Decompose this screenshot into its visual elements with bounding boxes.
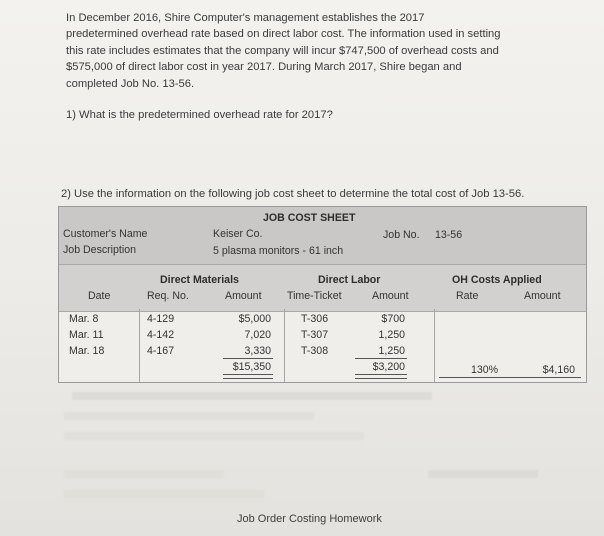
customer-name-value: Keiser Co. [213, 228, 263, 240]
row-labor-amount: 1,250 [378, 329, 405, 341]
question-1: 1) What is the predetermined overhead rate for 2017? [66, 109, 333, 121]
question-2: 2) Use the information on the following job cost sheet to determine the total cost of Job 13-56. [61, 188, 525, 200]
row-materials-amount: 3,330 [244, 345, 271, 357]
intro-line: predetermined overhead rate based on direct labor cost. The information used in setting [66, 28, 501, 41]
bleed-through-text [64, 490, 264, 498]
job-no-label: Job No. [383, 229, 420, 241]
row-req-no: 4-167 [147, 345, 175, 357]
direct-labor-heading: Direct Labor [318, 274, 381, 286]
labor-amount-column-header: Amount [372, 290, 409, 302]
materials-subtotal-rule [223, 358, 273, 359]
materials-amount-column-header: Amount [225, 290, 262, 302]
bleed-through-text [72, 392, 432, 400]
oh-rate-value: 130% [471, 364, 499, 376]
row-labor-amount: $700 [381, 313, 405, 325]
bleed-through-text [64, 432, 364, 440]
row-labor-amount: 1,250 [378, 345, 405, 357]
row-date: Mar. 11 [69, 329, 104, 341]
oh-costs-heading: OH Costs Applied [452, 274, 542, 286]
column-divider [284, 309, 285, 382]
bleed-through-text [428, 470, 538, 478]
row-materials-amount: $5,000 [238, 313, 271, 325]
oh-amount-column-header: Amount [524, 290, 561, 302]
footer-caption: Job Order Costing Homework [237, 513, 382, 525]
oh-amount-total: $4,160 [542, 364, 575, 376]
row-date: Mar. 8 [69, 313, 99, 325]
row-materials-amount: 7,020 [244, 329, 271, 341]
direct-materials-heading: Direct Materials [160, 274, 239, 286]
bleed-through-text [64, 412, 314, 420]
intro-paragraph [66, 10, 566, 92]
job-no-value: 13-56 [435, 229, 463, 241]
customer-name-label: Customer's Name [63, 228, 148, 240]
row-req-no: 4-142 [147, 329, 175, 341]
rate-column-header: Rate [456, 290, 479, 302]
intro-line: $575,000 of direct labor cost in year 2017. During March 2017, Shire began and [66, 61, 462, 74]
column-divider [434, 309, 435, 382]
date-column-header: Date [88, 290, 111, 302]
row-time-ticket: T-308 [301, 345, 329, 357]
intro-line: In December 2016, Shire Computer's management establishes the 2017 [66, 12, 425, 24]
oh-total-rule [439, 377, 581, 378]
column-divider [139, 309, 140, 382]
labor-total-double-rule [355, 374, 407, 379]
job-description-label: Job Description [63, 244, 137, 256]
time-ticket-column-header: Time-Ticket [287, 290, 342, 302]
job-description-value: 5 plasma monitors - 61 inch [213, 245, 344, 257]
row-time-ticket: T-306 [301, 313, 329, 325]
bleed-through-text [64, 470, 224, 478]
row-req-no: 4-129 [147, 313, 175, 325]
labor-subtotal-rule [355, 358, 407, 359]
materials-total: $15,350 [232, 361, 271, 373]
job-cost-sheet [58, 206, 587, 383]
column-header-band [59, 264, 586, 312]
row-time-ticket: T-307 [301, 329, 329, 341]
row-date: Mar. 18 [69, 345, 105, 357]
sheet-title: JOB COST SHEET [263, 212, 356, 224]
intro-line: completed Job No. 13-56. [66, 77, 195, 90]
req-no-column-header: Req. No. [147, 290, 189, 302]
intro-line: this rate includes estimates that the company will incur $747,500 of overhead costs and [66, 44, 499, 57]
labor-total: $3,200 [372, 361, 405, 373]
materials-total-double-rule [223, 374, 273, 379]
